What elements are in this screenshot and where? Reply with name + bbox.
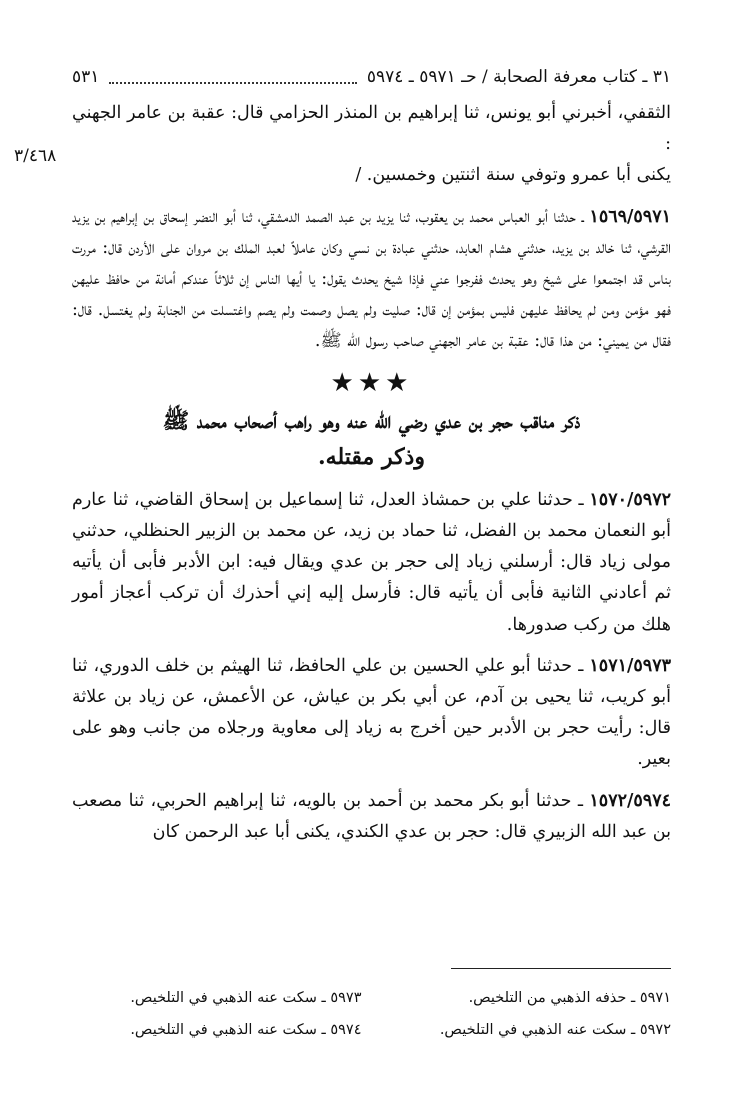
page-number: ٥٣١ — [72, 67, 100, 87]
running-title: ٣١ ـ كتاب معرفة الصحابة / حـ ٥٩٧١ ـ ٥٩٧٤ — [366, 67, 671, 87]
text-line: الثقفي، أخبرني أبو يونس، ثنا إبراهيم بن المنذر الحزامي قال: عقبة بن عامر الجهني : — [72, 103, 671, 155]
footnote: ٥٩٧٣ ـ سكت عنه الذهبي في التلخيص. — [130, 990, 362, 1006]
hadith-number: ١٥٧٢/٥٩٧٤ — [589, 790, 671, 811]
main-text — [72, 98, 671, 848]
section-heading-line: ذكر مناقب حجر بن عدي رضي الله عنه وهو راهب أصحاب محمد ﷺ — [162, 407, 581, 434]
header-dot-leader — [109, 70, 356, 84]
hadith-text: ـ حدثنا أبو العباس محمد بن يعقوب، ثنا يزيد بن عبد الصمد الدمشقي، ثنا أبو النضر إسحاق بن إبراهيم بن يزيد القرشي، ثنا خالد بن يزيد، حدثني هشام العابد، حدثني عبادة بن نسي وكان عاملاً لعبد الملك بن مروان على الأردن قال: مررت بناس قد اجتمعوا على شيخ وهو يحدث ففرجوا عني فإذا شيخ يحدث يقول: يا أيها الناس إن ثلاثاً عندكم أمانة من حافظ عليهن فهو مؤمن ومن لم يحافظ عليهن فليس بمؤمن إن قال: صليت ولم يصل وصمت ولم يصم واغتسلت من الجنابة ولم يغتسل. قال: فقال من يميني: من هذا قال: عقبة بن عامر الجهني صاحب رسول الله ﷺ. — [72, 206, 671, 352]
hadith-text: ـ حدثنا علي بن حمشاذ العدل، ثنا إسماعيل بن إسحاق القاضي، ثنا عارم أبو النعمان محمد بن الفضل، ثنا حماد بن زيد، عن محمد بن الزبير الحنظلي، حدثني مولى زياد قال: أرسلني زياد إلى حجر بن عدي ويقال فيه: ابن الأدبر فأبى أن يأتيه ثم أعادني الثانية فأبى أن يأتيه قال: فأرسل إليه إني أحذرك أن تركب أعجاز أمور هلك من ركب صدورها. — [72, 489, 671, 635]
hadith-paragraph — [72, 786, 671, 848]
footnote: ٥٩٧١ ـ حذفه الذهبي من التلخيص. — [468, 990, 671, 1006]
hadith-paragraph — [72, 202, 671, 358]
footnote: ٥٩٧٢ ـ سكت عنه الذهبي في التلخيص. — [439, 1022, 671, 1038]
text-line: يكنى أبا عمرو وتوفي سنة اثنتين وخمسين. / — [355, 165, 671, 186]
footnote-rule — [451, 968, 671, 969]
footnote: ٥٩٧٤ ـ سكت عنه الذهبي في التلخيص. — [130, 1022, 362, 1038]
hadith-paragraph — [72, 651, 671, 776]
hadith-text: ـ حدثنا أبو علي الحسين بن علي الحافظ، ثنا الهيثم بن خلف الدوري، ثنا أبو كريب، ثنا يحيى بن آدم، عن أبي بكر بن عياش، عن الأعمش، عن زياد بن علاثة قال: رأيت حجر بن الأدبر حين أخرج به زياد إلى معاوية ورجلاه من جانب وهو على بعير. — [72, 655, 671, 770]
footnotes — [72, 986, 671, 1042]
hadith-paragraph — [72, 485, 671, 641]
hadith-number: ١٥٦٩/٥٩٧١ — [589, 206, 672, 227]
page-header — [72, 62, 671, 92]
section-heading-line: وذكر مقتله. — [318, 443, 425, 470]
hadith-number: ١٥٧٠/٥٩٧٢ — [589, 489, 671, 510]
margin-reference: ٣/٤٦٨ — [14, 146, 57, 166]
section-heading — [72, 403, 671, 475]
hadith-number: ١٥٧١/٥٩٧٣ — [589, 655, 671, 676]
hadith-text: ـ حدثنا أبو بكر محمد بن أحمد بن بالويه، ثنا إبراهيم الحربي، ثنا مصعب بن عبد الله الزبيري قال: حجر بن عدي الكندي، يكنى أبا عبد الرحمن كان — [72, 790, 671, 842]
section-separator-stars: ★★★ — [330, 367, 413, 398]
